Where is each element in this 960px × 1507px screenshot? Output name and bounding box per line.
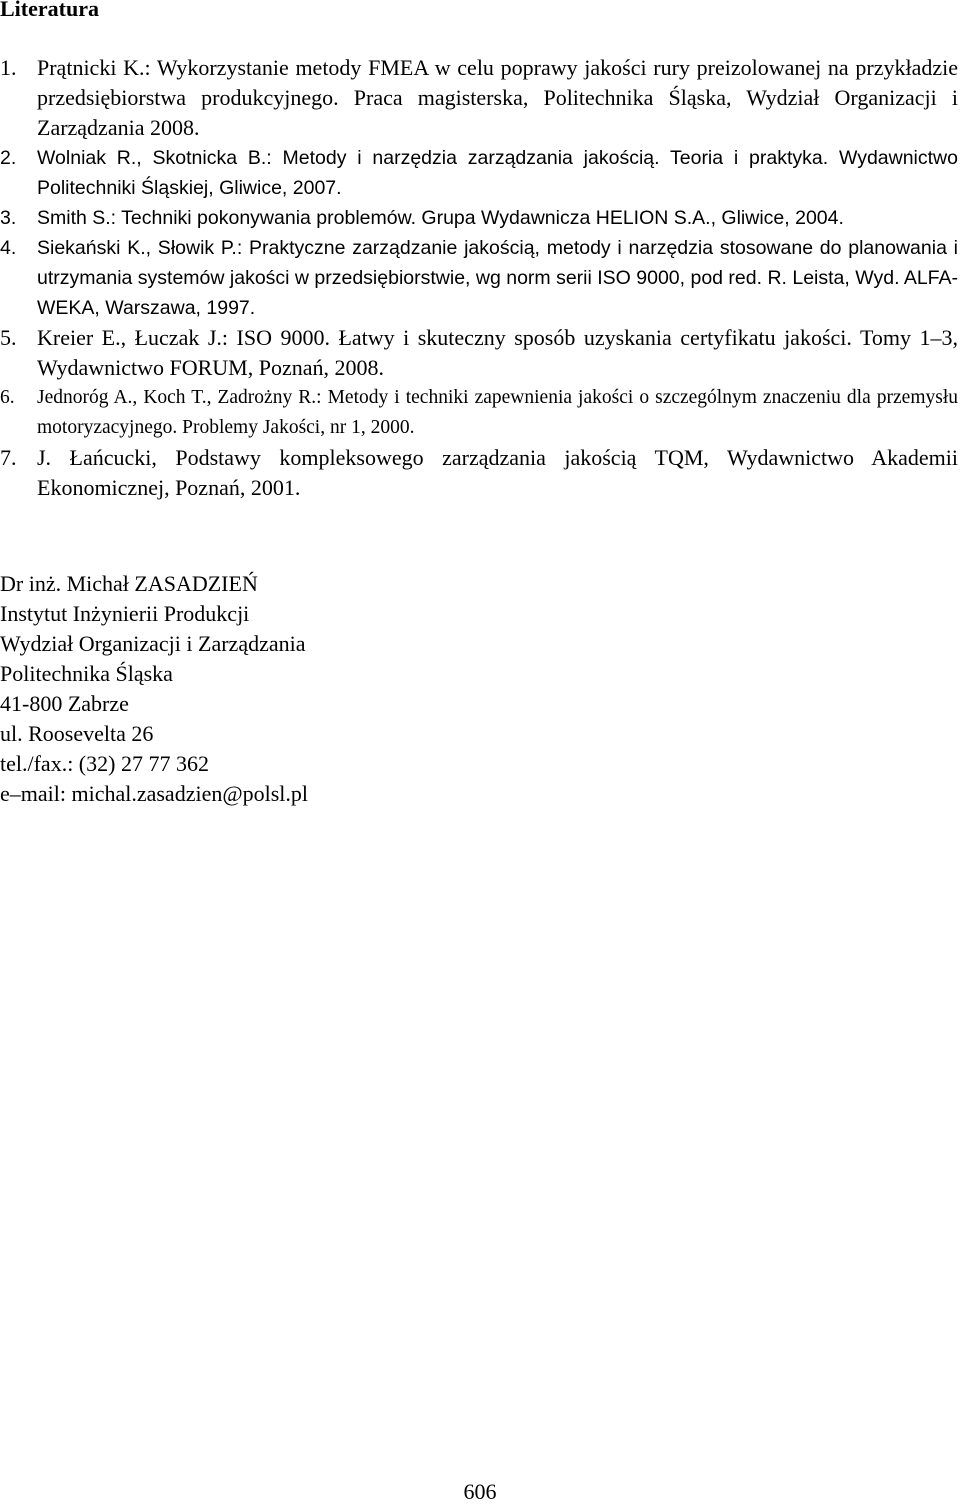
author-block: [0, 569, 308, 809]
reference-text: J. Łańcucki, Podstawy kompleksowego zarządzania jakością TQM, Wydawnictwo Akademii Ekonomicznej, Poznań, 2001.: [37, 445, 958, 500]
page-title: Literatura: [0, 0, 99, 21]
reference-text: Smith S.: Techniki pokonywania problemów. Grupa Wydawnicza HELION S.A., Gliwice, 2004.: [37, 207, 844, 229]
reference-item-7: [0, 443, 958, 503]
reference-item-2: [0, 143, 958, 203]
reference-number: 3.: [0, 207, 17, 229]
page-number: 606: [463, 1479, 497, 1504]
reference-item-3: [0, 203, 958, 233]
reference-text: Wolniak R., Skotnicka B.: Metody i narzędzia zarządzania jakością. Teoria i praktyka. Wydawnictwo Politechniki Śląskiej, Gliwice, 2007.: [37, 147, 958, 199]
reference-item-6: [0, 383, 958, 443]
author-institute: Instytut Inżynierii Produkcji: [0, 601, 250, 626]
reference-list: [0, 53, 958, 503]
author-university: Politechnika Śląska: [0, 661, 173, 686]
reference-number: 2.: [0, 147, 17, 169]
author-email: e–mail: michal.zasadzien@polsl.pl: [0, 781, 308, 806]
author-name: Dr inż. Michał ZASADZIEŃ: [0, 571, 258, 596]
reference-text: Jednoróg A., Koch T., Zadrożny R.: Metody i techniki zapewnienia jakości o szczególnym znaczeniu dla przemysłu motoryzacyjnego. Problemy Jakości, nr 1, 2000.: [37, 387, 958, 438]
reference-number: 6.: [0, 387, 15, 408]
reference-text: Siekański K., Słowik P.: Praktyczne zarządzanie jakością, metody i narzędzia stosowane do planowania i utrzymania systemów jakości w przedsiębiorstwie, wg norm serii ISO 9000, pod red. R. Leista, Wyd. ALFA-WEKA, Warszawa, 1997.: [37, 237, 959, 319]
author-street: ul. Roosevelta 26: [0, 721, 154, 746]
reference-text: Prątnicki K.: Wykorzystanie metody FMEA w celu poprawy jakości rury preizolowanej na przykładzie przedsiębiorstwa produkcyjnego. Praca magisterska, Politechnika Śląska, Wydział Organizacji i Zarządzania 2008.: [37, 55, 958, 140]
reference-number: 5.: [0, 325, 17, 350]
reference-number: 7.: [0, 445, 17, 470]
reference-number: 1.: [0, 55, 17, 80]
reference-item-4: [0, 233, 958, 323]
reference-text: Kreier E., Łuczak J.: ISO 9000. Łatwy i skuteczny sposób uzyskania certyfikatu jakości. Tomy 1–3, Wydawnictwo FORUM, Poznań, 2008.: [37, 325, 958, 380]
reference-item-1: [0, 53, 958, 143]
reference-item-5: [0, 323, 958, 383]
reference-number: 4.: [0, 237, 17, 259]
author-phone: tel./fax.: (32) 27 77 362: [0, 751, 209, 776]
author-postal-code: 41-800 Zabrze: [0, 691, 129, 716]
author-faculty: Wydział Organizacji i Zarządzania: [0, 631, 306, 656]
